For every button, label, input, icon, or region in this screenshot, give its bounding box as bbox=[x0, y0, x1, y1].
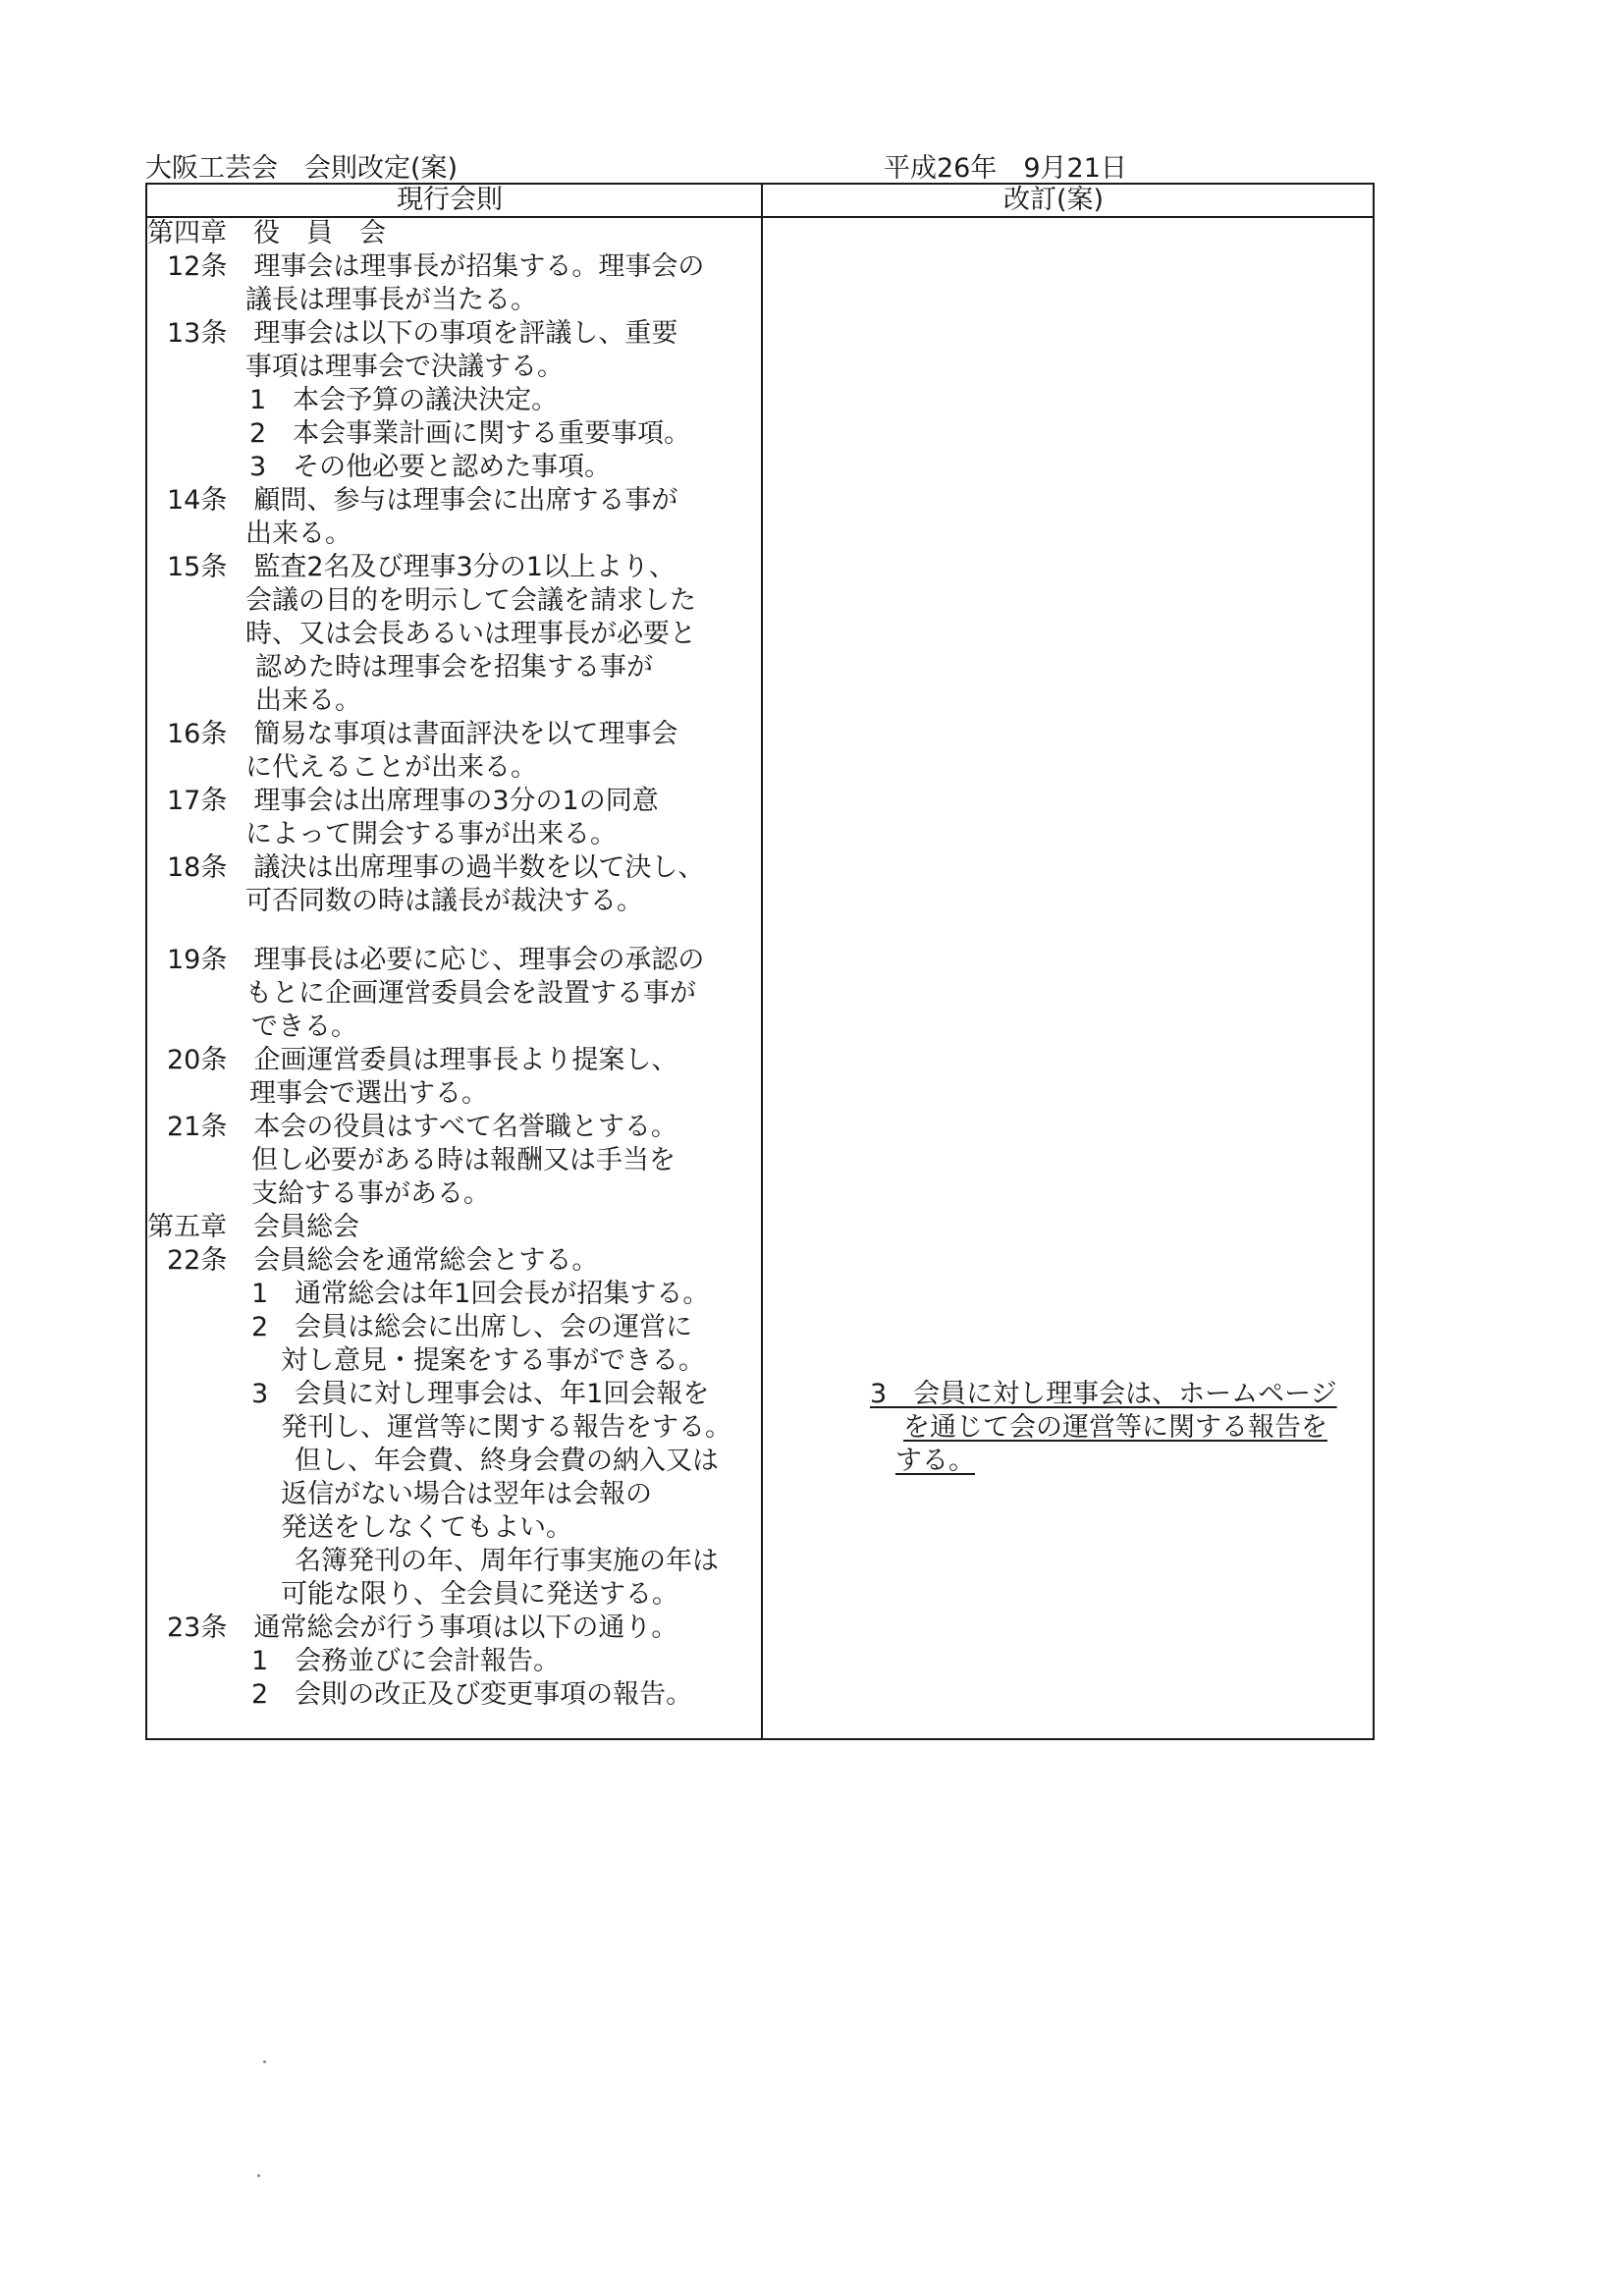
article-21-line-2: 但し必要がある時は報酬又は手当を bbox=[251, 1145, 676, 1175]
article-22-item-3-line-2: 発刊し、運営等に関する報告をする。 bbox=[281, 1412, 731, 1443]
article-13-item-2: 2 本会事業計画に関する重要事項。 bbox=[249, 418, 691, 449]
article-12-line-1: 12条 理事会は理事長が招集する。理事会の bbox=[167, 251, 705, 282]
revised-item-3-line-2: を通じて会の運営等に関する報告を bbox=[903, 1412, 1327, 1443]
article-22-item-3-line-1: 3 会員に対し理事会は、年1回会報を bbox=[251, 1379, 710, 1409]
article-20-line-2: 理事会で選出する。 bbox=[249, 1078, 488, 1109]
revised-item-3-line-3: する。 bbox=[895, 1446, 975, 1476]
article-22-item-3-line-4: 返信がない場合は翌年は会報の bbox=[281, 1479, 652, 1509]
article-19-line-2: もとに企画運営委員会を設置する事が bbox=[245, 978, 696, 1009]
article-13-item-1: 1 本会予算の議決決定。 bbox=[249, 385, 559, 415]
article-16-line-2: に代えることが出来る。 bbox=[245, 752, 537, 783]
article-14-line-1: 14条 顧問、参与は理事会に出席する事が bbox=[167, 485, 678, 516]
chapter-4-heading: 第四章 役 員 会 bbox=[147, 218, 386, 248]
article-22-item-2-line-2: 対し意見・提案をする事ができる。 bbox=[281, 1345, 705, 1376]
column-header-revised: 改訂(案) bbox=[1003, 185, 1105, 215]
column-header-current: 現行会則 bbox=[397, 185, 503, 215]
article-23-line-1: 23条 通常総会が行う事項は以下の通り。 bbox=[167, 1613, 678, 1643]
article-13-item-3: 3 その他必要と認めた事項。 bbox=[249, 452, 612, 482]
article-15-line-5: 出来る。 bbox=[255, 685, 361, 716]
article-22-item-3-line-5: 発送をしなくてもよい。 bbox=[281, 1512, 572, 1543]
article-15-line-2: 会議の目的を明示して会議を請求した bbox=[245, 585, 696, 616]
article-12-line-2: 議長は理事長が当たる。 bbox=[245, 285, 537, 315]
article-14-line-2: 出来る。 bbox=[245, 519, 352, 549]
article-22-item-2-line-1: 2 会員は総会に出席し、会の運営に bbox=[251, 1312, 693, 1342]
article-23-item-1: 1 会務並びに会計報告。 bbox=[251, 1646, 561, 1676]
article-21-line-3: 支給する事がある。 bbox=[251, 1178, 490, 1209]
article-22-item-3-line-3: 但し、年会費、終身会費の納入又は bbox=[295, 1446, 719, 1476]
chapter-5-heading: 第五章 会員総会 bbox=[147, 1212, 359, 1242]
article-13-line-1: 13条 理事会は以下の事項を評議し、重要 bbox=[167, 318, 678, 349]
article-23-item-2: 2 会則の改正及び変更事項の報告。 bbox=[251, 1679, 693, 1710]
article-16-line-1: 16条 簡易な事項は書面評決を以て理事会 bbox=[167, 719, 678, 749]
article-18-line-2: 可否同数の時は議長が裁決する。 bbox=[245, 886, 643, 916]
article-22-item-1: 1 通常総会は年1回会長が招集する。 bbox=[251, 1279, 710, 1309]
article-15-line-4: 認めた時は理事会を招集する事が bbox=[255, 652, 653, 683]
document-date: 平成26年 9月21日 bbox=[884, 153, 1127, 184]
article-17-line-1: 17条 理事会は出席理事の3分の1の同意 bbox=[167, 786, 659, 816]
article-22-item-3-line-6: 名簿発刊の年、周年行事実施の年は bbox=[295, 1546, 719, 1576]
article-17-line-2: によって開会する事が出来る。 bbox=[245, 819, 617, 849]
article-19-line-3: できる。 bbox=[251, 1011, 357, 1042]
article-22-item-3-line-7: 可能な限り、全会員に発送する。 bbox=[281, 1579, 678, 1610]
article-15-line-3: 時、又は会長あるいは理事長が必要と bbox=[245, 619, 696, 649]
revised-item-3-line-1: 3 会員に対し理事会は、ホームページ bbox=[870, 1379, 1337, 1409]
article-13-line-2: 事項は理事会で決議する。 bbox=[245, 352, 564, 382]
scan-speck bbox=[263, 2060, 266, 2063]
article-18-line-1: 18条 議決は出席理事の過半数を以て決し、 bbox=[167, 852, 705, 883]
article-19-line-1: 19条 理事長は必要に応じ、理事会の承認の bbox=[167, 945, 705, 975]
article-15-line-1: 15条 監査2名及び理事3分の1以上より、 bbox=[167, 552, 676, 582]
article-22-line-1: 22条 会員総会を通常総会とする。 bbox=[167, 1245, 599, 1276]
scan-speck bbox=[257, 2174, 260, 2177]
article-21-line-1: 21条 本会の役員はすべて名誉職とする。 bbox=[167, 1112, 677, 1142]
column-divider bbox=[761, 183, 763, 1740]
document-title: 大阪工芸会 会則改定(案) bbox=[145, 153, 459, 184]
article-20-line-1: 20条 企画運営委員は理事長より提案し、 bbox=[167, 1045, 678, 1075]
